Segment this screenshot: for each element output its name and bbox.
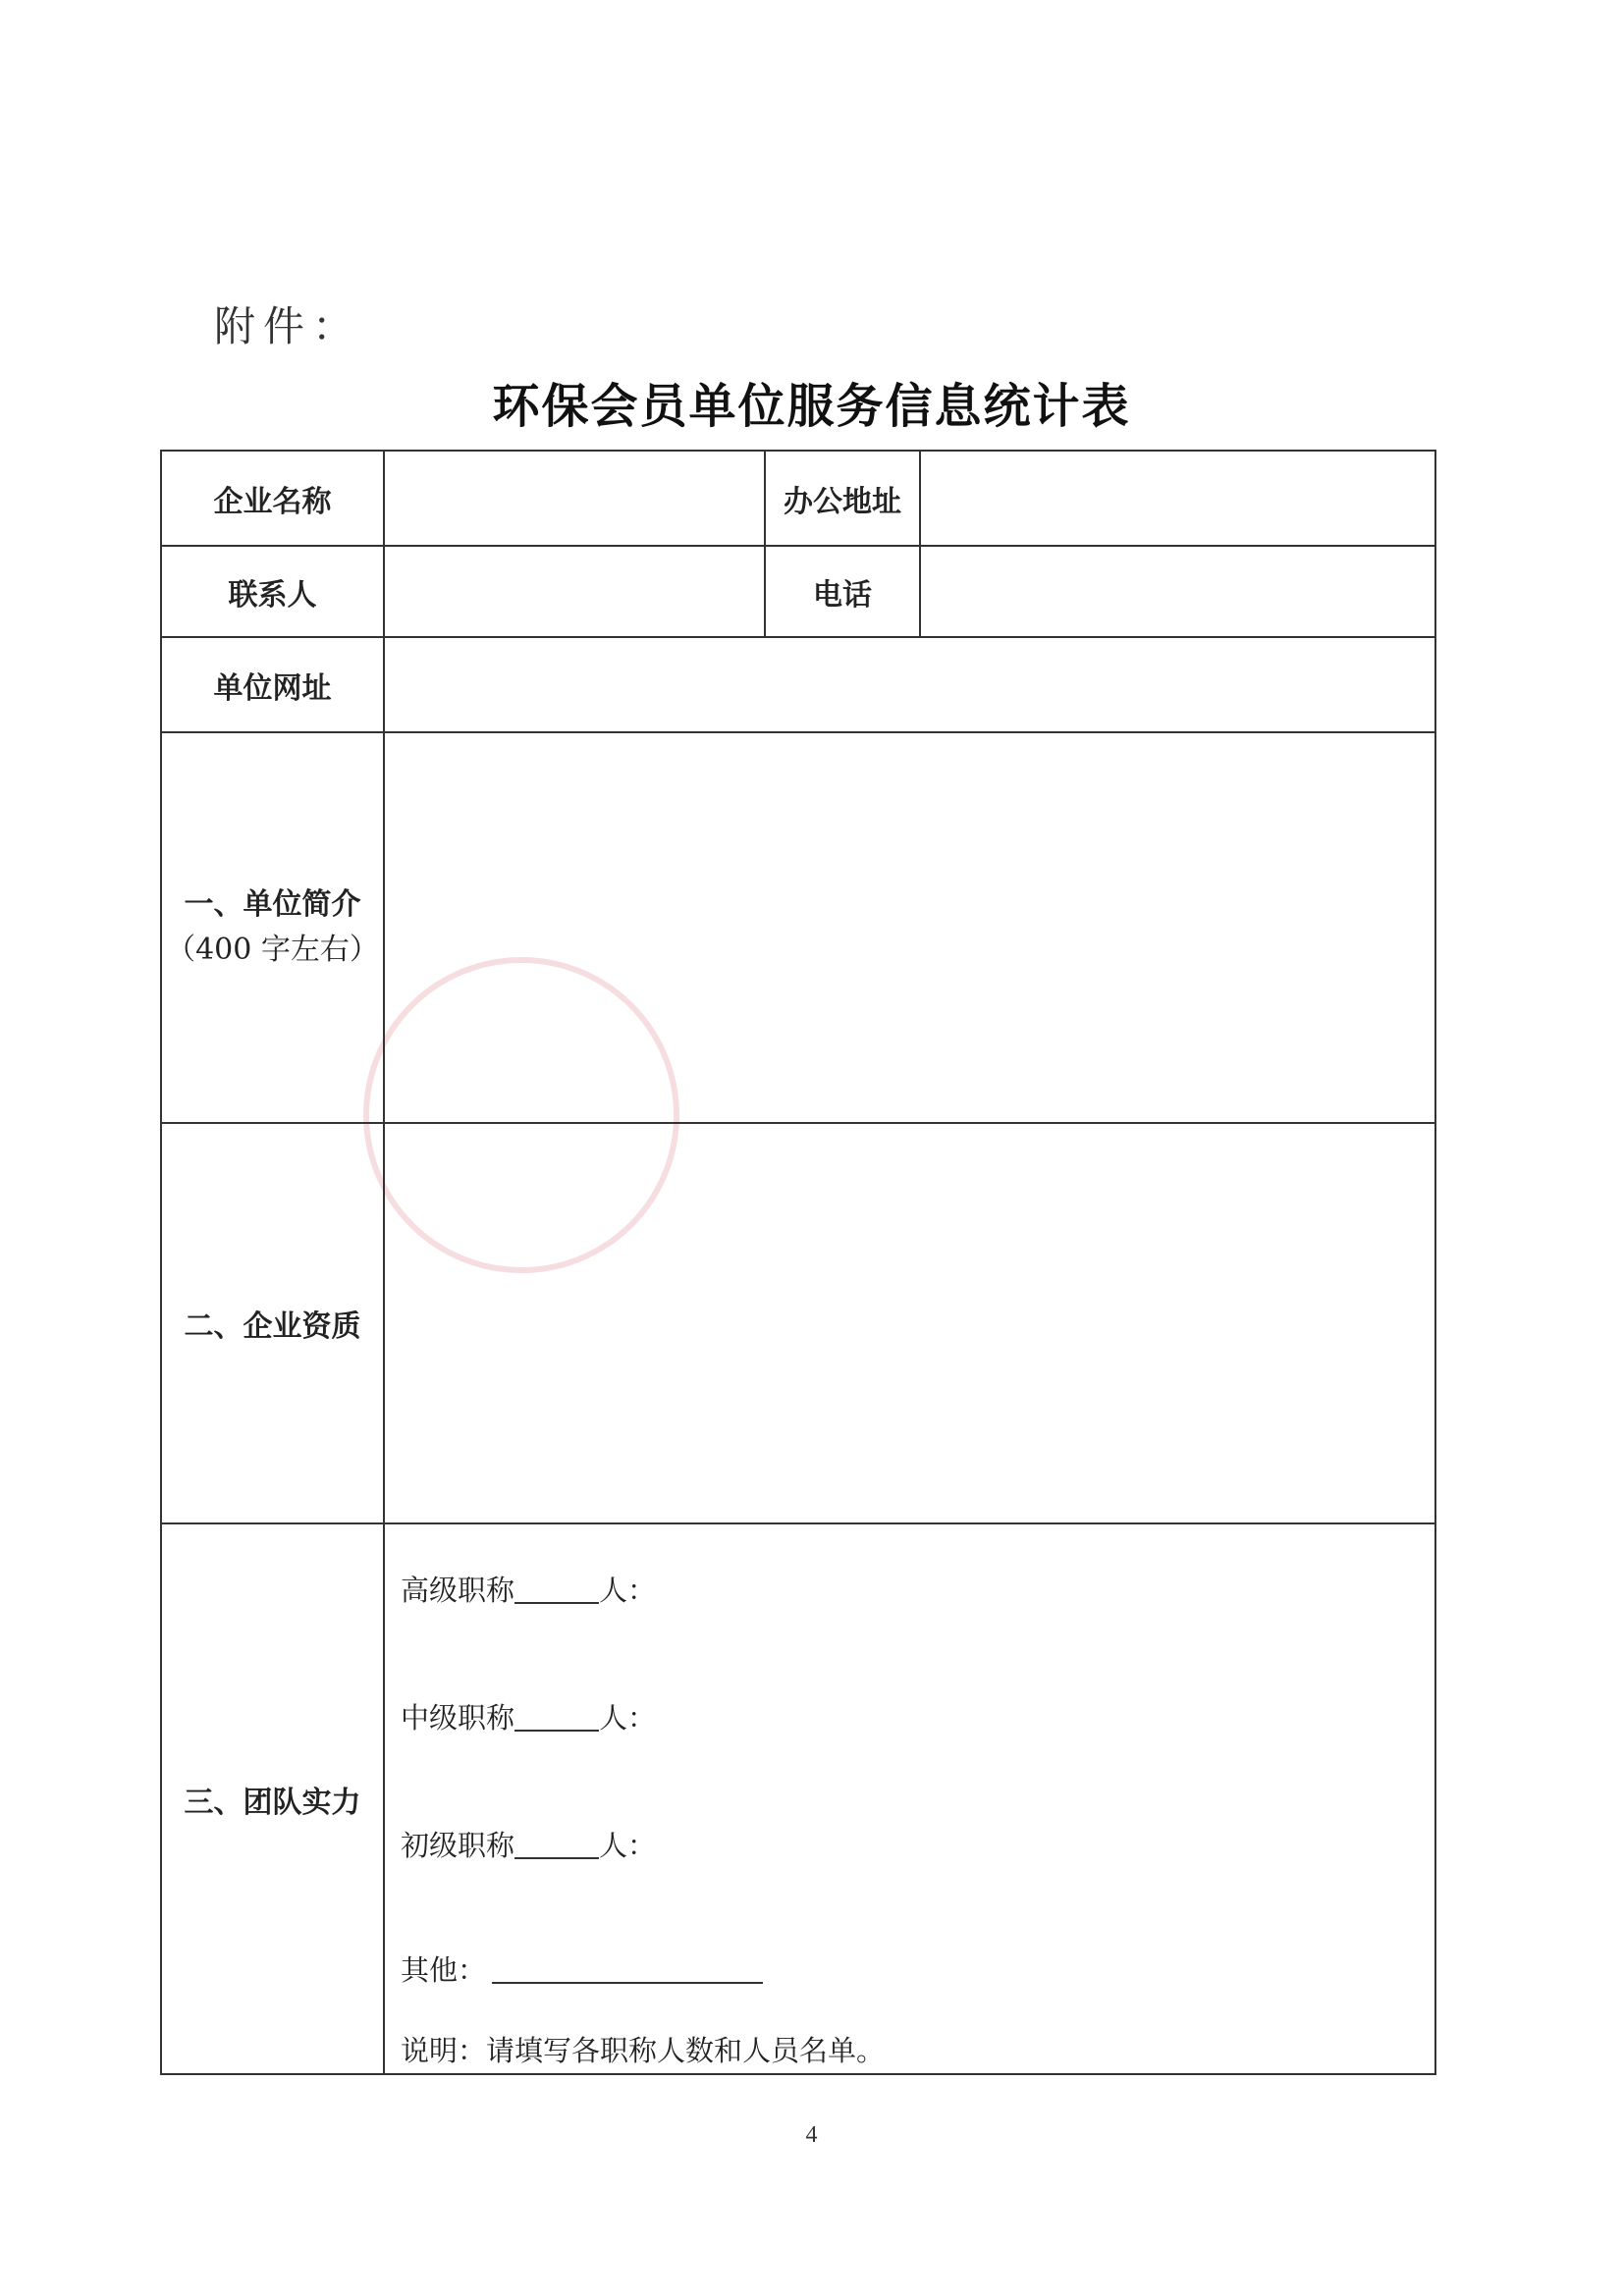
note-line bbox=[401, 2029, 1434, 2068]
mid-title-label: 中级职称 bbox=[401, 1701, 515, 1735]
phone-field[interactable] bbox=[920, 546, 1435, 637]
qualification-field[interactable] bbox=[384, 1123, 1435, 1523]
row-contact bbox=[161, 546, 1435, 637]
junior-title-line bbox=[401, 1780, 1434, 1907]
other-blank[interactable] bbox=[492, 1956, 763, 1984]
other-label: 其他： bbox=[401, 1953, 487, 1987]
page-title: 环保会员单位服务信息统计表 bbox=[492, 379, 1131, 434]
intro-label-line2: （400 字左右） bbox=[166, 933, 379, 967]
junior-person-suffix: 人： bbox=[599, 1829, 657, 1862]
team-label: 三、团队实力 bbox=[161, 1523, 384, 2074]
senior-count-blank[interactable] bbox=[514, 1576, 599, 1604]
website-label: 单位网址 bbox=[161, 637, 384, 732]
row-team bbox=[161, 1523, 1435, 2074]
office-address-field[interactable] bbox=[920, 451, 1435, 546]
intro-label-line1: 一、单位简介 bbox=[184, 887, 361, 922]
senior-person-suffix: 人： bbox=[599, 1574, 657, 1607]
senior-title-line bbox=[401, 1524, 1434, 1652]
row-intro bbox=[161, 732, 1435, 1123]
junior-count-blank[interactable] bbox=[514, 1832, 599, 1859]
info-form-table bbox=[160, 450, 1436, 2075]
contact-label: 联系人 bbox=[161, 546, 384, 637]
row-company bbox=[161, 451, 1435, 546]
senior-title-label: 高级职称 bbox=[401, 1574, 515, 1607]
contact-field[interactable] bbox=[384, 546, 765, 637]
mid-person-suffix: 人： bbox=[599, 1701, 657, 1735]
team-field[interactable] bbox=[384, 1523, 1435, 2074]
intro-field[interactable] bbox=[384, 732, 1435, 1123]
company-name-label: 企业名称 bbox=[161, 451, 384, 546]
row-qualification bbox=[161, 1123, 1435, 1523]
row-website bbox=[161, 637, 1435, 732]
office-address-label: 办公地址 bbox=[765, 451, 920, 546]
team-note: 说明：请填写各职称人数和人员名单。 bbox=[401, 2034, 886, 2067]
mid-count-blank[interactable] bbox=[514, 1704, 599, 1732]
team-lines bbox=[385, 1524, 1434, 2068]
page-number: 4 bbox=[805, 2122, 818, 2148]
other-line bbox=[401, 1907, 1434, 2029]
website-field[interactable] bbox=[384, 637, 1435, 732]
company-name-field[interactable] bbox=[384, 451, 765, 546]
attachment-label: 附件： bbox=[214, 302, 362, 350]
mid-title-line bbox=[401, 1652, 1434, 1780]
intro-label bbox=[161, 732, 384, 1123]
phone-label: 电话 bbox=[765, 546, 920, 637]
junior-title-label: 初级职称 bbox=[401, 1829, 515, 1862]
qualification-label: 二、企业资质 bbox=[161, 1123, 384, 1523]
